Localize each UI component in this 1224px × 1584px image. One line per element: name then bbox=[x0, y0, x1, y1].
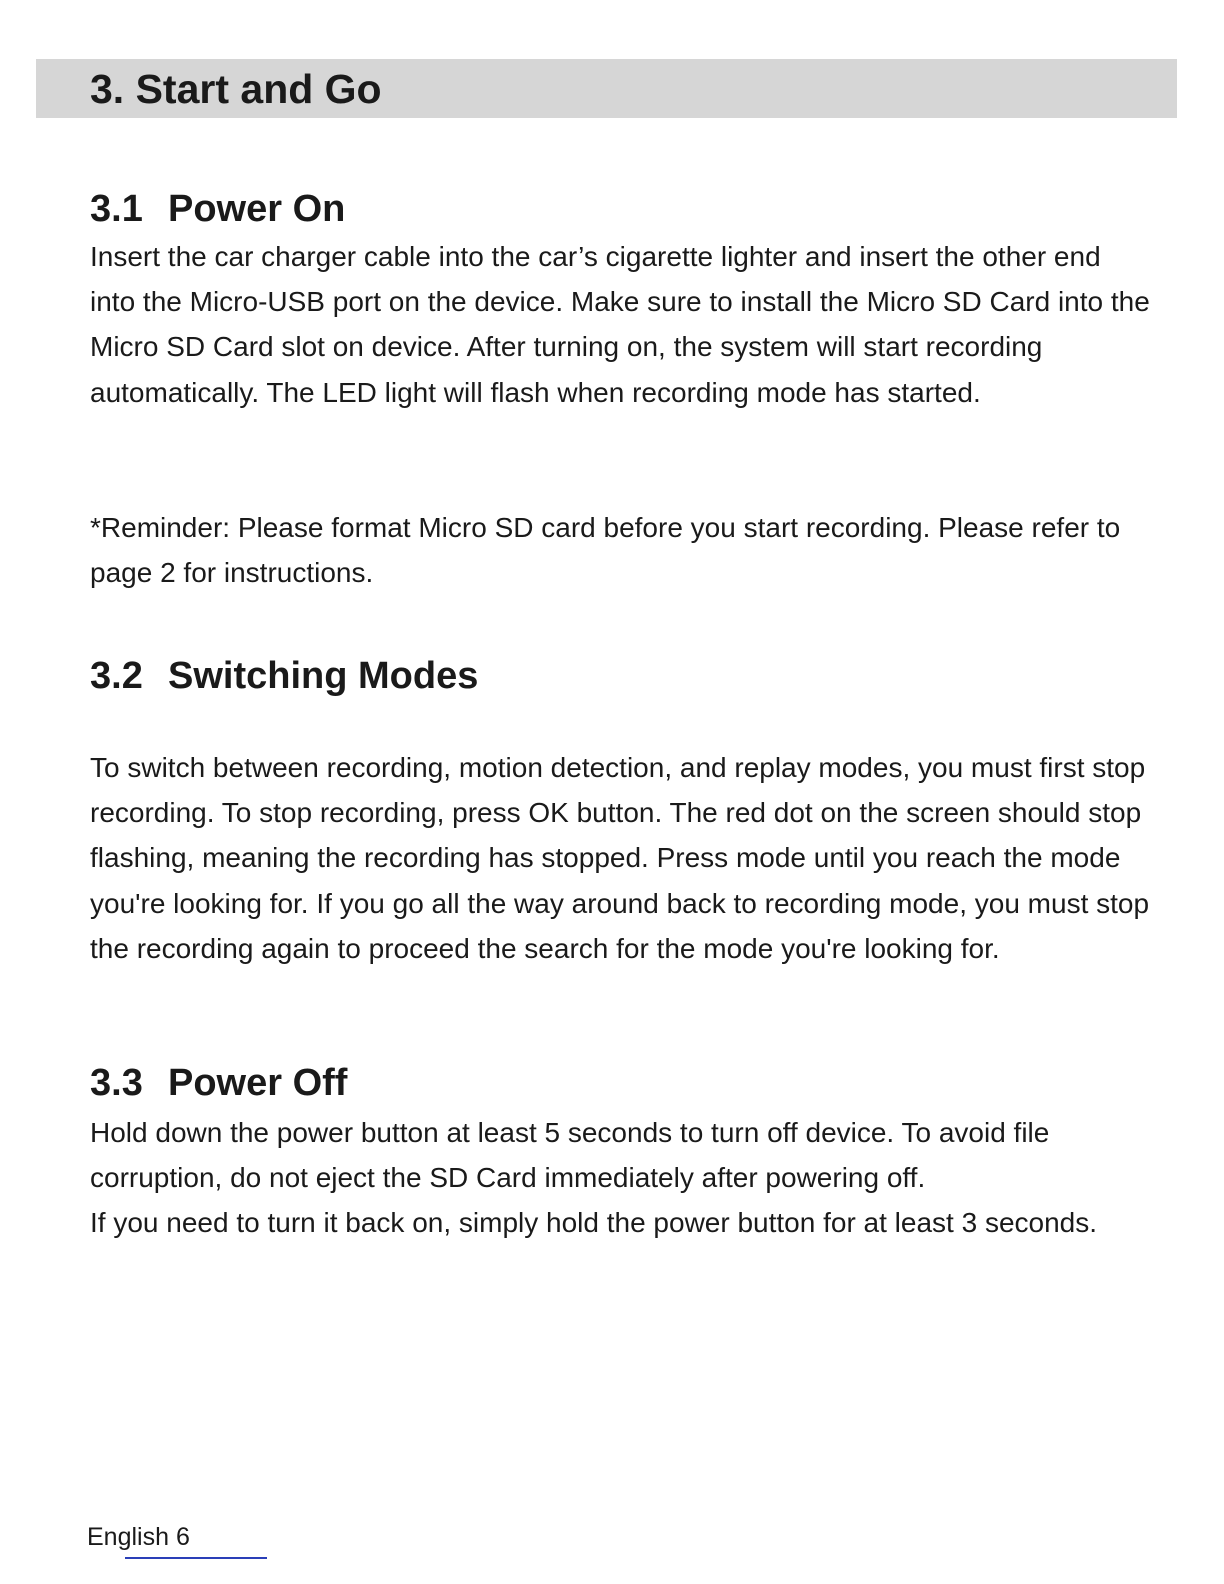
section-heading-switching-modes bbox=[90, 654, 478, 698]
section-title: Switching Modes bbox=[168, 655, 479, 697]
power-off-text-block bbox=[90, 1110, 1150, 1246]
power-on-paragraph: Insert the car charger cable into the car’s cigarette lighter and insert the other end into the Micro-USB port on the device. Make sure to install the Micro SD Card into the Micro SD Card slot on device. After turning on, the system will start recording automatically. The LED light will flash when recording mode has started. bbox=[90, 241, 1150, 408]
chapter-title: 3. Start and Go bbox=[90, 66, 382, 112]
power-off-paragraph: Hold down the power button at least 5 seconds to turn off device. To avoid file corruption, do not eject the SD Card immediately after powering off. bbox=[90, 1117, 1050, 1194]
section-heading-power-on bbox=[90, 187, 345, 231]
switching-modes-paragraph: To switch between recording, motion detection, and replay modes, you must first stop recording. To stop recording, press OK button. The red dot on the screen should stop flashing, meaning the recording has stopped. Press mode until you reach the mode you're looking for. If you go all the way around back to recording mode, you must stop the recording again to proceed the search for the mode you're looking for. bbox=[90, 752, 1150, 964]
page-footer-label: English 6 bbox=[87, 1523, 190, 1551]
power-on-again-paragraph: If you need to turn it back on, simply hold the power button for at least 3 seconds. bbox=[90, 1207, 1098, 1239]
section-heading-power-off bbox=[90, 1061, 347, 1105]
chapter-header-bar bbox=[36, 59, 1177, 118]
section-title: Power On bbox=[168, 188, 346, 230]
footer-underline bbox=[125, 1557, 267, 1559]
section-number: 3.2 bbox=[90, 655, 143, 697]
section-number: 3.1 bbox=[90, 188, 143, 230]
format-reminder-paragraph: *Reminder: Please format Micro SD card before you start recording. Please refer to page 2 for instructions. bbox=[90, 512, 1121, 589]
section-title: Power Off bbox=[168, 1062, 348, 1104]
section-number: 3.3 bbox=[90, 1062, 143, 1104]
